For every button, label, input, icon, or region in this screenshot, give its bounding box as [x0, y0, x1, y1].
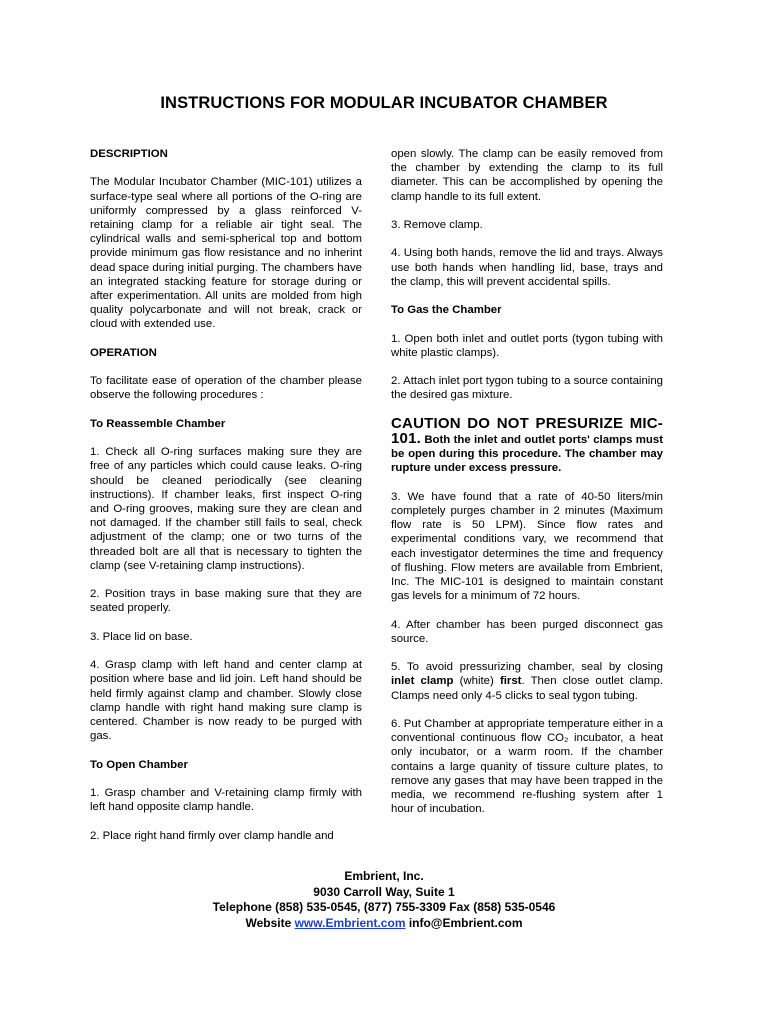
open-step-1: 1. Grasp chamber and V-retaining clamp firmly with left hand opposite clamp handle. [90, 786, 362, 814]
footer-web-line [0, 916, 768, 932]
open-step-4: 4. Using both hands, remove the lid and trays. Always use both hands when handling lid, base, trays and the clamp, this will prevent accidental spills. [391, 247, 663, 288]
website-label: Website [245, 915, 295, 930]
website-link[interactable]: www.Embrient.com [294, 915, 406, 930]
right-column [391, 147, 663, 831]
footer-email: info@Embrient.com [405, 915, 523, 930]
gas-step-5-post: . Then close outlet clamp. Clamps need only 4-5 clicks to seal tygon tubing. [391, 675, 663, 702]
left-column [90, 147, 362, 857]
footer-company: Embrient, Inc. [344, 869, 424, 883]
footer-address: 9030 Carroll Way, Suite 1 [313, 884, 455, 899]
footer [0, 869, 768, 931]
gas-step-2: 2. Attach inlet port tygon tubing to a source containing the desired gas mixture. [391, 375, 663, 402]
gas-heading: To Gas the Chamber [391, 304, 502, 317]
gas-step-1: 1. Open both inlet and outlet ports (tygon tubing with white plastic clamps). [391, 332, 663, 359]
operation-heading: OPERATION [90, 346, 157, 359]
caution-title: CAUTION DO NOT PRESURIZE MIC-101. [391, 414, 663, 447]
caution-text: Both the inlet and outlet ports' clamps must be open during this procedure. The chamber may rupture under excess pressure. [391, 433, 663, 475]
description-paragraph: The Modular Incubator Chamber (MIC-101) utilizes a surface-type seal where all portions of the O-ring are uniformly compressed by a glass reinforced V-retaining clamp for a reliable air tight seal. The cylindrical walls and semi-spherical top and bottom provide minimum gas flow resistance and no inherint dead space during initial purging. The chambers have an integrated stacking feature for storage during or after experimentation. All units are molded from high quality polycarbonate and will not break, crack or cloud with extended use. [90, 176, 362, 331]
caution-warning [391, 414, 663, 476]
first-emphasis: first [499, 675, 522, 688]
reassemble-step-3: 3. Place lid on base. [90, 630, 193, 643]
description-heading: DESCRIPTION [90, 148, 168, 160]
operation-paragraph: To facilitate ease of operation of the chamber please observe the following procedures : [90, 375, 362, 402]
reassemble-heading: To Reassemble Chamber [90, 417, 226, 430]
footer-phones: Telephone (858) 535-0545, (877) 755-3309 Fax (858) 535-0546 [212, 900, 556, 915]
gas-step-5-mid: (white) [453, 675, 500, 688]
gas-step-5 [391, 660, 663, 703]
gas-step-3: 3. We have found that a rate of 40-50 liters/min completely purges chamber in 2 minutes (Maximum flow rate is 50 LPM). Since flow rates and experimental conditions vary, we recommend that each investigator determines the time and frequency of flushing. Flow meters are available from Embrient, Inc. The MIC-101 is designed to maintain constant gas levels for a minimum of 72 hours. [391, 490, 663, 603]
open-heading: To Open Chamber [90, 758, 188, 771]
open-step-3: 3. Remove clamp. [391, 219, 483, 231]
gas-step-6: 6. Put Chamber at appropriate temperature either in a conventional continuous flow CO₂ incubator, a heat only incubator, or a warm room. If the chamber contains a large quanity of tissure culture plates, to remove any gases that may have been trapped in the media, we recommend re-flushing system after 1 hour of incubation. [391, 717, 663, 816]
open-step-2: 2. Place right hand firmly over clamp handle and [90, 829, 334, 842]
reassemble-step-4: 4. Grasp clamp with left hand and center clamp at position where base and lid join. Left hand should be held firmly against clamp and chamber. Slowly close clamp handle with right hand making sure clamp is centered. Chamber is now ready to be purged with gas. [90, 659, 362, 743]
open-step-2-continued: open slowly. The clamp can be easily removed from the chamber by extending the clamp to its full diameter. This can be accomplished by opening the clamp handle to its full extent. [391, 148, 663, 203]
inlet-clamp-emphasis: inlet clamp [391, 675, 454, 688]
gas-step-4: 4. After chamber has been purged disconnect gas source. [391, 618, 663, 645]
document-title: INSTRUCTIONS FOR MODULAR INCUBATOR CHAMBER [160, 94, 608, 112]
reassemble-step-2: 2. Position trays in base making sure that they are seated properly. [90, 588, 362, 615]
reassemble-step-1: 1. Check all O-ring surfaces making sure they are free of any particles which could cause leaks. O-ring should be cleaned periodically (see cleaning instructions). If chamber leaks, first inspect O-ring and O-ring grooves, making sure they are clean and not damaged. If the chamber still fails to seal, check adjustment of the clamp; one or two turns of the threaded bolt are all that is necessary to tighten the clamp (see V-retaining clamp instructions). [90, 446, 362, 572]
gas-step-5-pre: 5. To avoid pressurizing chamber, seal by closing [391, 661, 663, 674]
